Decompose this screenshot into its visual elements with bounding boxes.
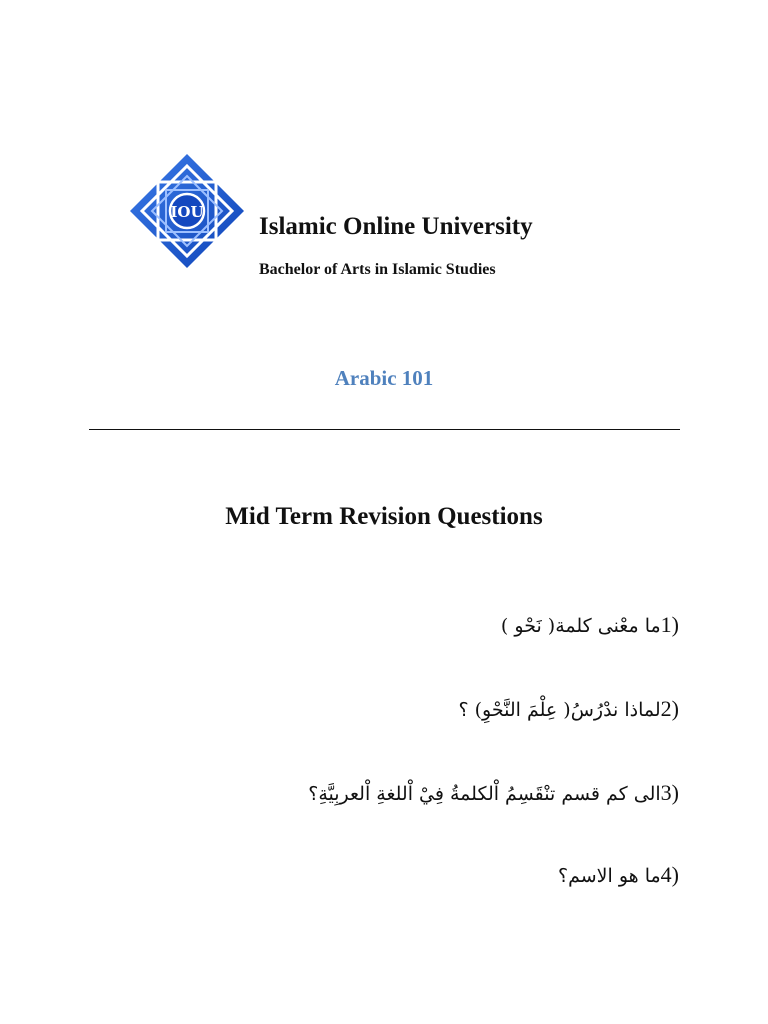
program-name: Bachelor of Arts in Islamic Studies xyxy=(259,261,496,278)
document-title: Mid Term Revision Questions xyxy=(225,503,543,530)
question-text: ما معْنى كلمة( نَحْو ) xyxy=(500,615,661,637)
question-item xyxy=(119,612,679,638)
university-logo-emblem xyxy=(128,152,246,270)
question-item xyxy=(119,862,679,888)
question-text: الى كم قسم تنْقَسِمُ اْلكلمةُ فِيْ اْللغةِ اْلعربِيَّةِ؟ xyxy=(308,783,661,805)
question-number: 4) xyxy=(660,862,679,887)
question-number: 2) xyxy=(660,696,679,721)
horizontal-divider xyxy=(89,429,680,430)
course-name: Arabic 101 xyxy=(334,366,434,390)
question-text: ما هو الاسم؟ xyxy=(558,865,661,887)
university-name: Islamic Online University xyxy=(259,213,533,240)
question-item xyxy=(119,780,679,806)
university-logo xyxy=(128,152,246,270)
question-text: لماذا ندْرُسُ( عِلْمَ النَّحْوِ) ؟ xyxy=(458,699,661,721)
question-number: 3) xyxy=(660,780,679,805)
question-item xyxy=(119,696,679,722)
question-number: 1) xyxy=(660,612,679,637)
logo-initials: IOU xyxy=(170,203,204,221)
